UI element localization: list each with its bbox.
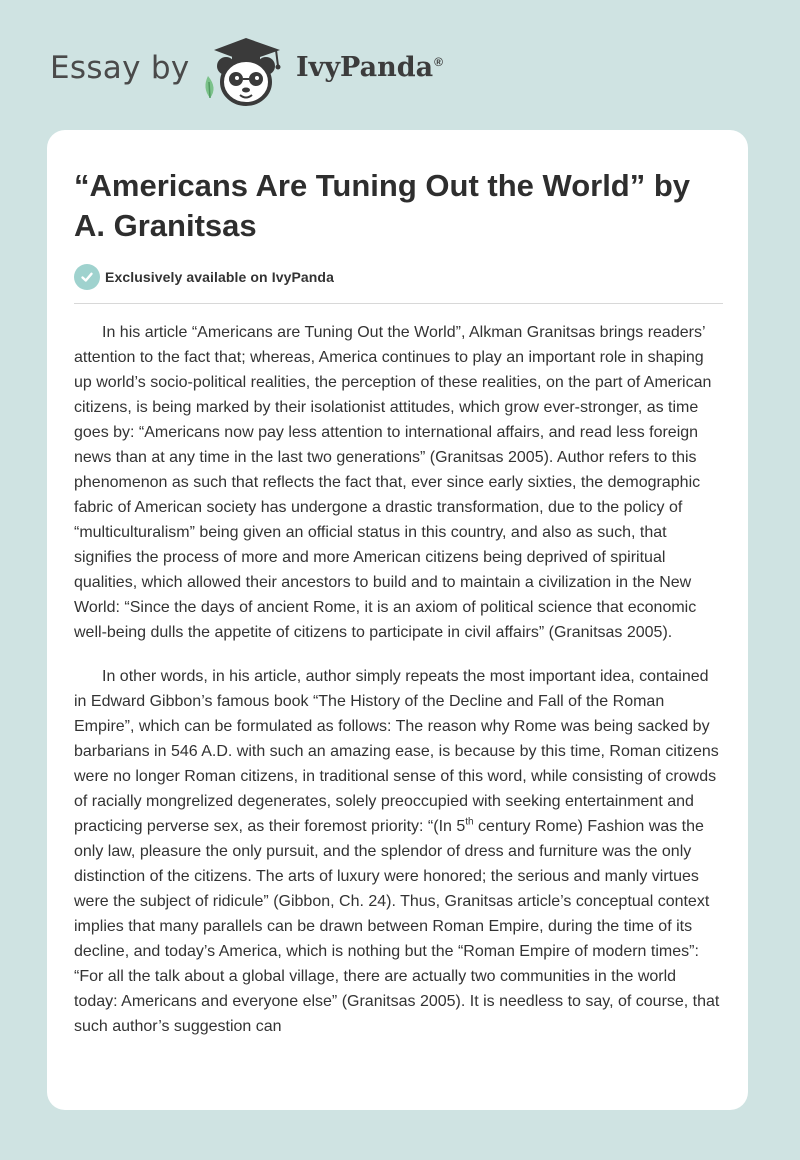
paragraph-text: In other words, in his article, author simply repeats the most important idea, contained in Edward Gibbon’s famous book “The History of the Decline and Fall of the Roman Empire”, which can be formulated as follows: The reason why Rome was being sacked by barbarians in 546 A.D. with such an amazing ease, is because by this time, Roman citizens were no longer Roman citizens, in traditional sense of this word, while consisting of crowds of racially mongrelized degenerates, solely preoccupied with seeking entertainment and practicing perverse sex, as their foremost priority: “(In 5 — [74, 668, 719, 835]
page-title: “Americans Are Tuning Out the World” by A. Granitsas — [74, 168, 691, 243]
article-body — [74, 320, 723, 1058]
paragraph — [74, 664, 723, 1039]
paragraph-text: century Rome) Fashion was the only law, pleasure the only pursuit, and the splendor of dress and furniture was the only distinction of the citizens. The arts of luxury were honored; the serious and manly virtues were the subject of ridicule” (Gibbon, Ch. 24). Thus, Granitsas article’s conceptual context implies that many parallels can be drawn between Roman Empire, during the time of its decline, and today’s America, which is nothing but the “Roman Empire of modern times”: “For all the talk about a global village, there are actually two communities in the world today: Americans and everyone else” (Granitsas 2005). It is needless to say, of course, that such author’s suggestion can — [74, 818, 720, 1035]
article-card — [47, 130, 748, 1110]
exclusive-badge — [74, 263, 334, 291]
paragraph: In his article “Americans are Tuning Out the World”, Alkman Granitsas brings readers’ attention to the fact that; whereas, America continues to play an important role in shaping up world’s socio-political realities, the perception of these realities, on the part of American citizens, is being marked by their isolationist attitudes, which grow ever-stronger, as time goes by: “Americans now pay less attention to international affairs, and read less foreign news than at any time in the last two generations” (Granitsas 2005). Author refers to this phenomenon as such that reflects the fact that, ever since early sixties, the demographic fabric of American society has undergone a drastic transformation, due to the policy of “multiculturalism” being given an official status in this country, and also as such, that signifies the process of more and more American citizens being deprived of spiritual qualities, which allowed their ancestors to build and to maintain a civilization in the New World: “Since the days of ancient Rome, it is an axiom of political science that economic well-being dulls the appetite of citizens to participate in civil affairs” (Granitsas 2005). — [74, 324, 712, 641]
check-circle-icon — [74, 264, 100, 290]
registered-mark: ® — [434, 55, 443, 69]
site-header — [0, 0, 800, 120]
essay-by-label: Essay by — [50, 50, 190, 86]
superscript: th — [465, 816, 474, 828]
ivypanda-logo-text[interactable] — [296, 52, 443, 83]
divider — [74, 303, 723, 304]
brand-name: IvyPanda — [296, 52, 434, 83]
badge-label: Exclusively available on IvyPanda — [105, 269, 334, 285]
panda-graduate-icon[interactable] — [200, 36, 292, 108]
